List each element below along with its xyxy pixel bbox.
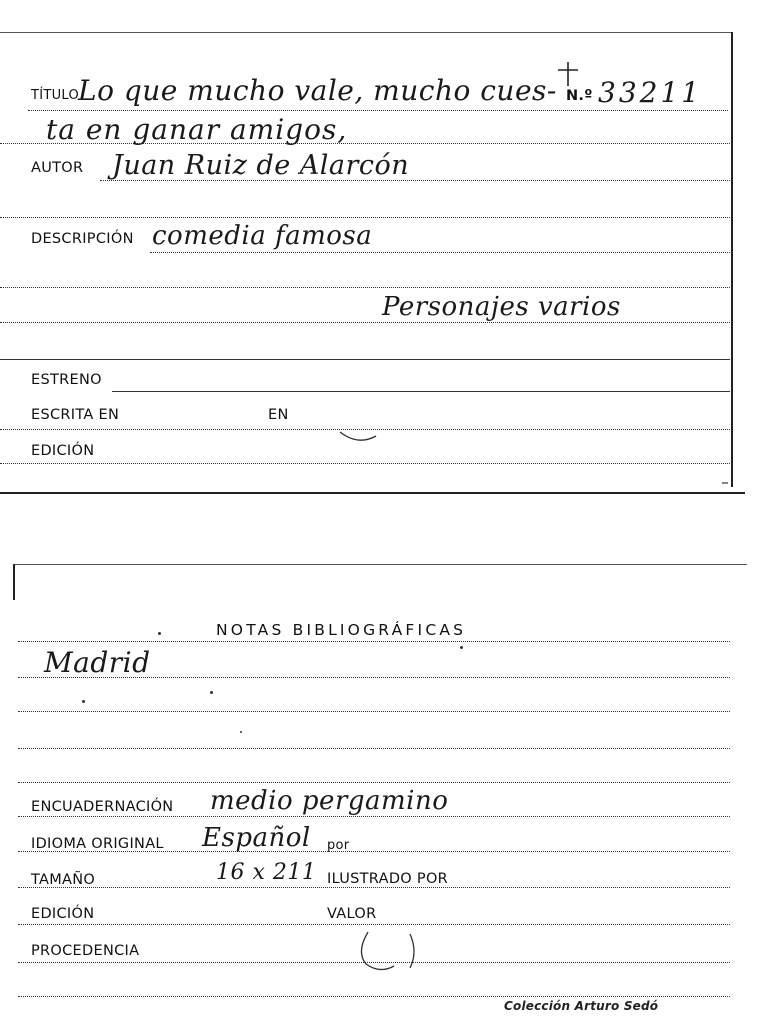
catalog-card-back bbox=[0, 560, 759, 1028]
notas-bibliograficas-heading: NOTAS BIBLIOGRÁFICAS bbox=[216, 621, 467, 639]
label-descripcion: DESCRIPCIÓN bbox=[31, 231, 134, 247]
pen-marks bbox=[0, 0, 759, 495]
label-por: por bbox=[327, 838, 350, 853]
label-estreno: ESTRENO bbox=[31, 372, 102, 388]
collection-footer: Colección Arturo Sedó bbox=[504, 999, 659, 1013]
handwritten-idioma-original: Español bbox=[202, 823, 311, 853]
handwritten-tamano: 16 x 211 bbox=[216, 860, 317, 885]
handwritten-descripcion: comedia famosa bbox=[152, 221, 373, 251]
label-autor: AUTOR bbox=[31, 160, 84, 176]
label-escrita-en: ESCRITA EN bbox=[31, 407, 120, 423]
handwritten-notas: Madrid bbox=[44, 646, 151, 679]
handwritten-autor: Juan Ruiz de Alarcón bbox=[112, 150, 410, 181]
label-idioma-original: IDIOMA ORIGINAL bbox=[31, 836, 164, 852]
label-en: EN bbox=[268, 407, 289, 423]
label-encuadernacion: ENCUADERNACIÓN bbox=[31, 799, 174, 815]
label-titulo: TÍTULO bbox=[31, 88, 80, 103]
handwritten-numero: 33211 bbox=[598, 76, 703, 109]
label-numero: N.º bbox=[566, 88, 593, 104]
pen-marks bbox=[0, 560, 759, 1028]
label-valor: VALOR bbox=[327, 906, 377, 922]
label-edicion-top: EDICIÓN bbox=[31, 443, 95, 459]
handwritten-personajes: Personajes varios bbox=[382, 292, 621, 322]
label-edicion-bottom: EDICIÓN bbox=[31, 906, 95, 922]
label-tamano: TAMAÑO bbox=[31, 872, 96, 888]
label-procedencia: PROCEDENCIA bbox=[31, 943, 140, 959]
handwritten-encuadernacion: medio pergamino bbox=[210, 786, 449, 816]
handwritten-titulo-line2: ta en ganar amigos, bbox=[46, 113, 348, 146]
catalog-card-front bbox=[0, 0, 759, 495]
handwritten-titulo-line1: Lo que mucho vale, mucho cues- bbox=[78, 74, 557, 107]
label-ilustrado-por: ILUSTRADO POR bbox=[327, 871, 449, 887]
